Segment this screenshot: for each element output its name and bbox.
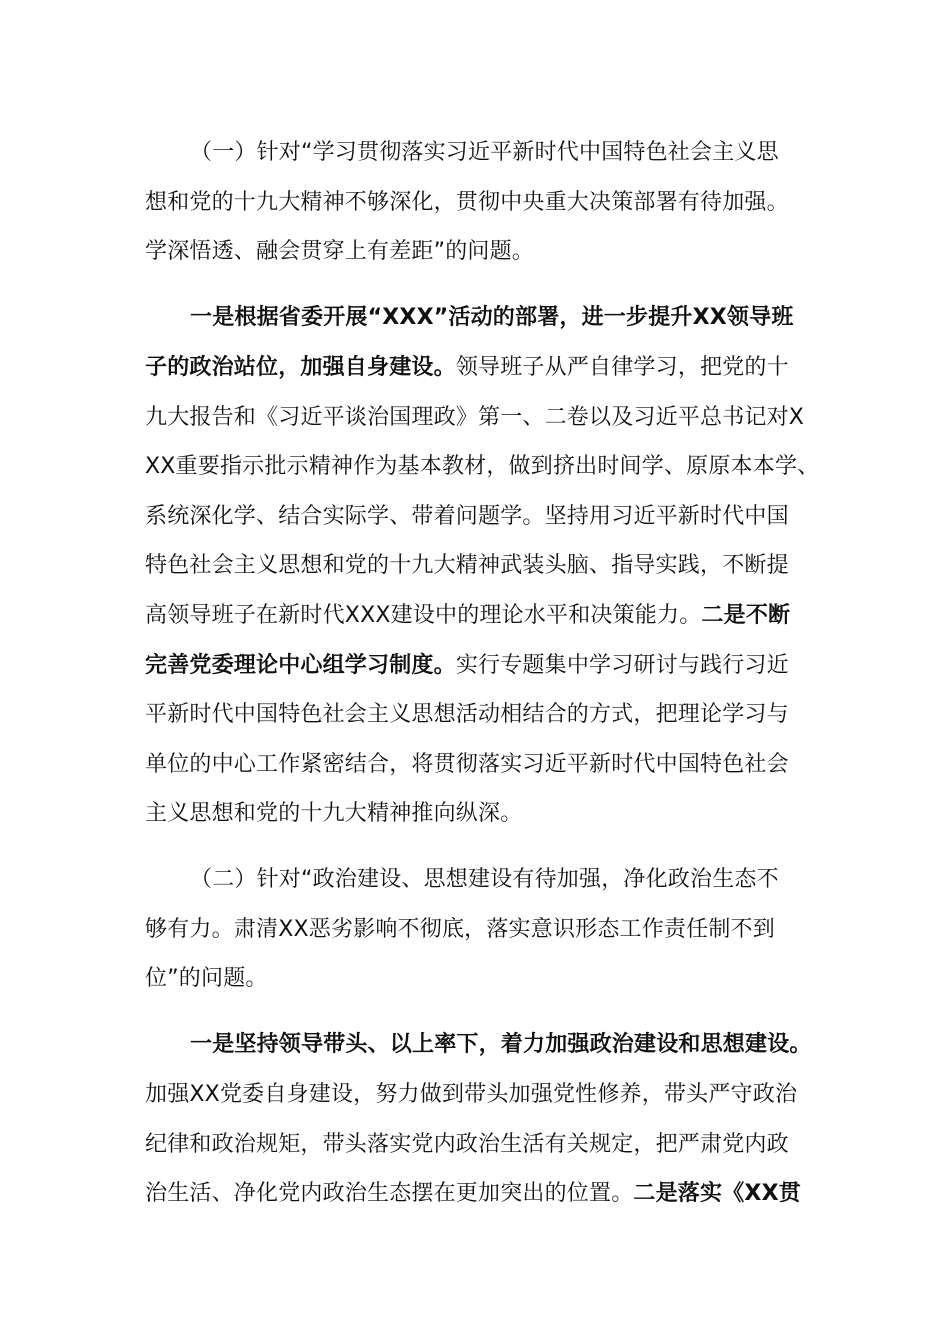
section-2-heading-line-1: （二）针对“政治建设、思想建设有待加强，净化政治生态不 <box>190 867 779 892</box>
section-1-body-line-4 <box>145 450 825 484</box>
body-text: 高领导班子在新时代XXX建设中的理论水平和决策能力。 <box>145 603 702 628</box>
body-text: 九大报告和《习近平谈治国理政》第一、二卷以及习近平总书记对X <box>145 405 805 430</box>
section-1-body-line-1 <box>190 301 825 335</box>
bold-text: 二是不断 <box>701 603 791 628</box>
body-text: 主义思想和党的十九大精神推向纵深。 <box>145 801 523 826</box>
section-1-body-line-3 <box>145 401 825 435</box>
section-1-body-line-9 <box>145 698 825 732</box>
section-1-body-line-2 <box>145 351 825 385</box>
bold-text: 一是坚持领导带头、以上率下，着力加强政治建设和思想建设。 <box>190 1032 812 1057</box>
body-text: 治生活、净化党内政治生态摆在更加突出的位置。 <box>145 1181 634 1206</box>
section-2-body-line-2 <box>145 1078 825 1112</box>
bold-text: 子的政治站位，加强自身建设。 <box>145 355 456 380</box>
section-1-body-line-8 <box>145 649 825 683</box>
section-2-body-line-1 <box>190 1028 825 1062</box>
section-1-heading-line-1: （一）针对“学习贯彻落实习近平新时代中国特色社会主义思 <box>190 140 779 165</box>
section-1-heading-line-2: 想和党的十九大精神不够深化，贯彻中央重大决策部署有待加强。 <box>145 190 789 215</box>
body-text: 平新时代中国特色社会主义思想活动相结合的方式，把理论学习与 <box>145 702 789 727</box>
body-text: 纪律和政治规矩，带头落实党内政治生活有关规定，把严肃党内政 <box>145 1132 789 1157</box>
body-text: 特色社会主义思想和党的十九大精神武装头脑、指导实践，不断提 <box>145 553 789 578</box>
body-text: 领导班子从严自律学习，把党的十 <box>455 355 789 380</box>
body-text: 系统深化学、结合实际学、带着问题学。坚持用习近平新时代中国 <box>145 504 789 529</box>
section-2-heading-line-2: 够有力。肃清XX恶劣影响不彻底，落实意识形态工作责任制不到 <box>145 917 775 942</box>
section-1-body-line-10 <box>145 748 825 782</box>
bold-text: 完善党委理论中心组学习制度。 <box>145 653 456 678</box>
body-text: 加强XX党委自身建设，努力做到带头加强党性修养，带头严守政治 <box>145 1082 798 1107</box>
body-text: XX重要指示批示精神作为基本教材，做到挤出时间学、原原本本学、 <box>145 454 820 479</box>
section-2-heading-line-3: 位”的问题。 <box>145 966 268 991</box>
body-text: 实行专题集中学习研讨与践行习近 <box>455 653 789 678</box>
section-1-body-line-11 <box>145 797 825 831</box>
section-2-body-line-4 <box>145 1177 825 1211</box>
section-1-body-line-7 <box>145 599 825 633</box>
bold-text: 一是根据省委开展“XXX”活动的部署，进一步提升XX领导班 <box>190 305 794 330</box>
section-1-body-line-5 <box>145 500 825 534</box>
section-2-body-line-3 <box>145 1128 825 1162</box>
section-1-body-line-6 <box>145 549 825 583</box>
body-text: 单位的中心工作紧密结合，将贯彻落实习近平新时代中国特色社会 <box>145 752 789 777</box>
bold-text: 二是落实《XX贯 <box>633 1181 801 1206</box>
section-1-heading-line-3: 学深悟透、融会贯穿上有差距”的问题。 <box>145 239 534 264</box>
